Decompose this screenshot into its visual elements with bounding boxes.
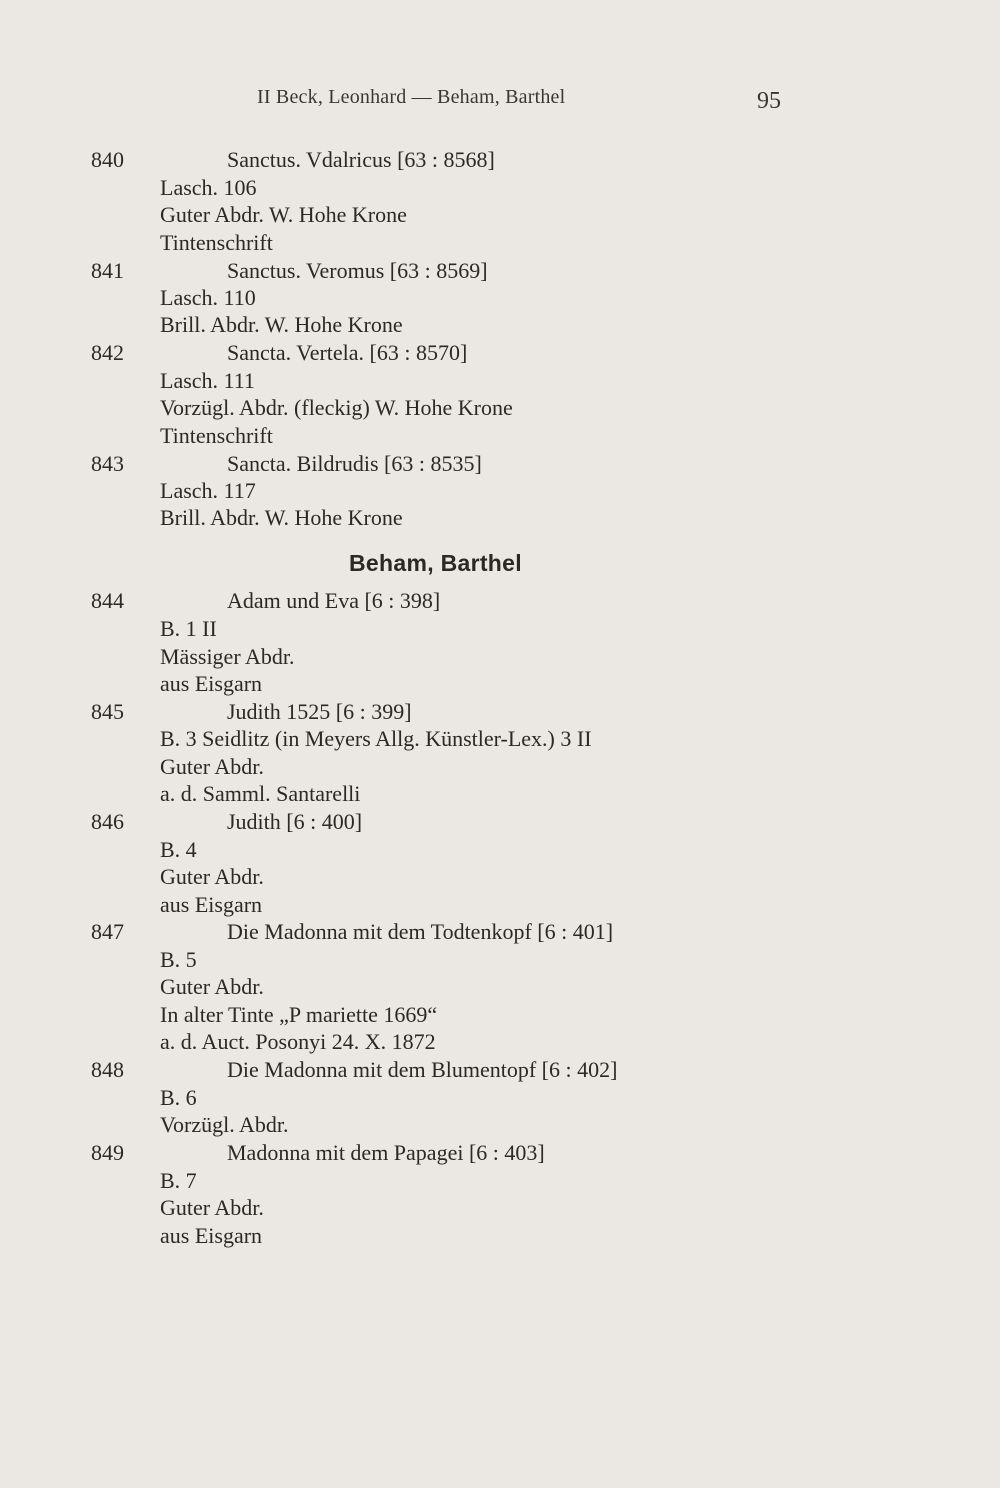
entry-detail: Vorzügl. Abdr. bbox=[160, 1112, 289, 1137]
entry-detail: a. d. Auct. Posonyi 24. X. 1872 bbox=[160, 1029, 436, 1054]
entry-detail: Brill. Abdr. W. Hohe Krone bbox=[160, 312, 403, 337]
entry-title: Die Madonna mit dem Blumentopf [6 : 402] bbox=[227, 1057, 618, 1082]
entry-detail: aus Eisgarn bbox=[160, 892, 263, 917]
entry-detail: Guter Abdr. W. Hohe Krone bbox=[160, 202, 407, 227]
entry-title: Sancta. Bildrudis [63 : 8535] bbox=[227, 451, 482, 476]
entry-detail: B. 6 bbox=[160, 1085, 197, 1110]
section-heading: Beham, Barthel bbox=[349, 550, 522, 576]
entry-detail: Guter Abdr. bbox=[160, 754, 264, 779]
entry-number: 842 bbox=[91, 340, 124, 365]
entry-detail: Brill. Abdr. W. Hohe Krone bbox=[160, 505, 403, 530]
entry-detail: Guter Abdr. bbox=[160, 974, 264, 999]
running-head: II Beck, Leonhard — Beham, Barthel bbox=[257, 86, 566, 108]
entry-detail: Tintenschrift bbox=[160, 423, 273, 448]
entry-detail: B. 4 bbox=[160, 837, 197, 862]
entry-detail: Vorzügl. Abdr. (fleckig) W. Hohe Krone bbox=[160, 395, 513, 420]
entry-detail: B. 3 Seidlitz (in Meyers Allg. Künstler-Lex.) 3 II bbox=[160, 726, 592, 751]
entry-title: Die Madonna mit dem Todtenkopf [6 : 401] bbox=[227, 919, 614, 944]
entry-detail: In alter Tinte „P mariette 1669“ bbox=[160, 1002, 438, 1027]
entry-detail: aus Eisgarn bbox=[160, 671, 263, 696]
entry-number: 840 bbox=[91, 147, 124, 172]
entry-title: Sanctus. Vdalricus [63 : 8568] bbox=[227, 147, 495, 172]
entry-title: Judith [6 : 400] bbox=[227, 809, 363, 834]
entry-detail: a. d. Samml. Santarelli bbox=[160, 781, 361, 806]
entry-detail: Guter Abdr. bbox=[160, 864, 264, 889]
entry-number: 841 bbox=[91, 258, 124, 283]
entry-detail: Guter Abdr. bbox=[160, 1195, 264, 1220]
entry-title: Madonna mit dem Papagei [6 : 403] bbox=[227, 1140, 545, 1165]
entry-title: Adam und Eva [6 : 398] bbox=[227, 588, 441, 613]
entry-title: Sanctus. Veromus [63 : 8569] bbox=[227, 258, 488, 283]
entry-number: 848 bbox=[91, 1057, 124, 1082]
entry-title: Judith 1525 [6 : 399] bbox=[227, 699, 412, 724]
entry-number: 845 bbox=[91, 699, 124, 724]
entry-detail: Lasch. 110 bbox=[160, 285, 256, 310]
entry-detail: Mässiger Abdr. bbox=[160, 644, 295, 669]
entry-detail: Lasch. 117 bbox=[160, 478, 256, 503]
entry-detail: aus Eisgarn bbox=[160, 1223, 263, 1248]
entry-title: Sancta. Vertela. [63 : 8570] bbox=[227, 340, 468, 365]
entry-detail: Lasch. 106 bbox=[160, 175, 257, 200]
entry-number: 847 bbox=[91, 919, 124, 944]
entry-detail: B. 5 bbox=[160, 947, 197, 972]
entry-detail: B. 7 bbox=[160, 1168, 197, 1193]
entry-detail: B. 1 II bbox=[160, 616, 217, 641]
entry-detail: Lasch. 111 bbox=[160, 368, 255, 393]
entry-number: 849 bbox=[91, 1140, 124, 1165]
entry-number: 843 bbox=[91, 451, 124, 476]
page-number: 95 bbox=[757, 88, 781, 114]
entry-number: 846 bbox=[91, 809, 124, 834]
entry-detail: Tintenschrift bbox=[160, 230, 273, 255]
entry-number: 844 bbox=[91, 588, 124, 613]
